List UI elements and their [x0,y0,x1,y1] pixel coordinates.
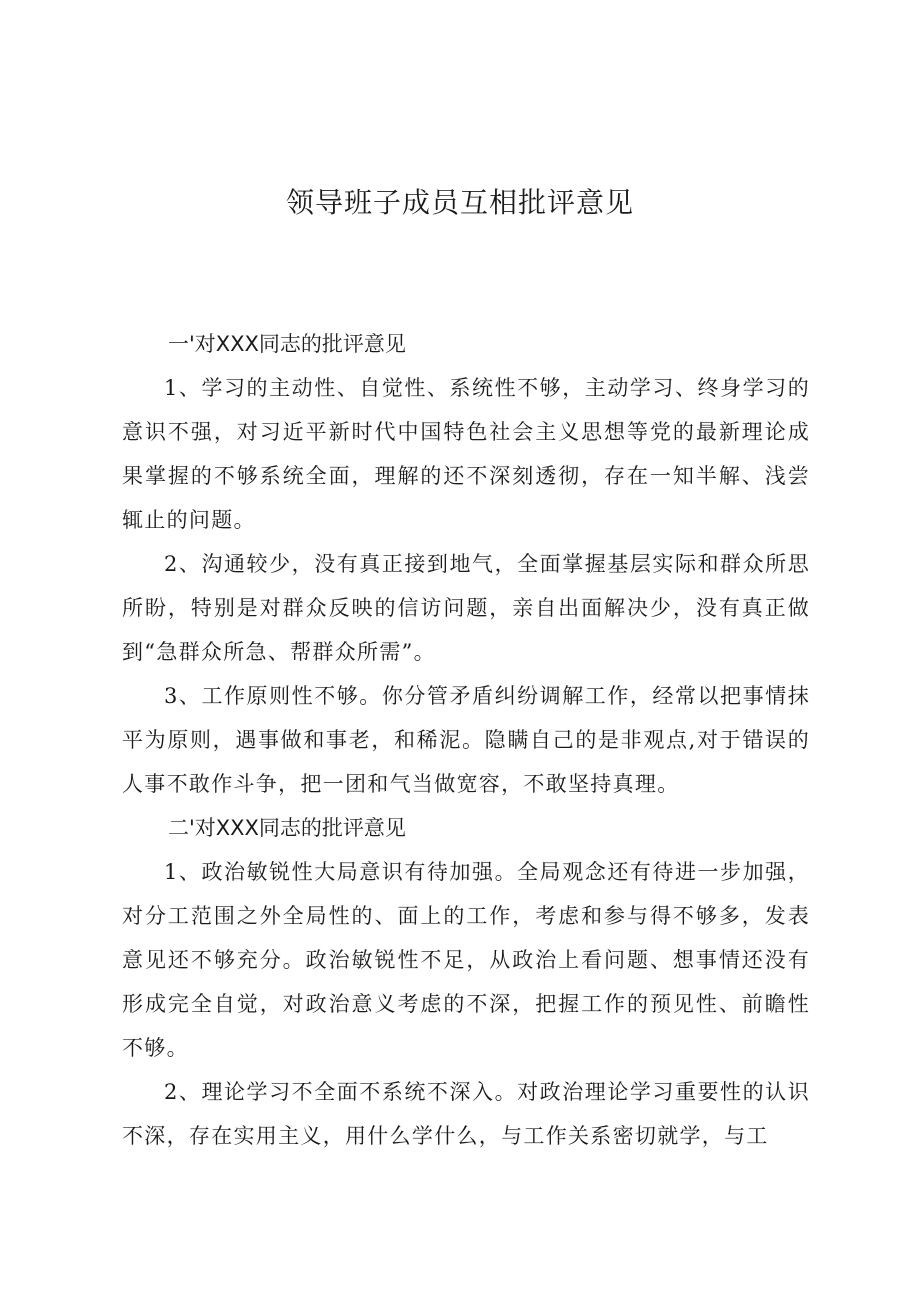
section-2-paragraph-2: 2、理论学习不全面不系统不深入。对政治理论学习重要性的认识不深，存在实用主义，用什么学什么，与工作关系密切就学，与工 [122,1080,810,1148]
section-1-paragraph-1: 1、学习的主动性、自觉性、系统性不够，主动学习、终身学习的意识不强，对习近平新时代中国特色社会主义思想等党的最新理论成果掌握的不够系统全面，理解的还不深刻透彻，存在一知半解、浅尝辄止的问题。 [122,376,810,532]
section-1-paragraph-3: 3、工作原则性不够。你分管矛盾纠纷调解工作，经常以把事情抹平为原则，遇事做和事老，和稀泥。隐瞒自己的是非观点,对于错误的人事不敢作斗争，把一团和气当做宽容，不敢坚持真理。 [122,684,810,796]
section-2-paragraph-1: 1、政治敏锐性大局意识有待加强。全局观念还有待进一步加强，对分工范围之外全局性的、面上的工作，考虑和参与得不够多，发表意见还不够充分。政治敏锐性不足，从政治上看问题、想事情还没有形成完全自觉，对政治意义考虑的不深，把握工作的预见性、前瞻性不够。 [122,860,810,1060]
section-1-paragraph-2: 2、沟通较少，没有真正接到地气，全面掌握基层实际和群众所思所盼，特别是对群众反映的信访问题，亲自出面解决少，没有真正做到“急群众所急、帮群众所需”。 [122,552,810,664]
document-body [122,322,810,1158]
section-heading-1: 一'对XXX同志的批评意见 [168,332,406,356]
section-heading-2: 二'对XXX同志的批评意见 [168,816,406,840]
document-title: 领导班子成员互相批评意见 [285,186,634,219]
